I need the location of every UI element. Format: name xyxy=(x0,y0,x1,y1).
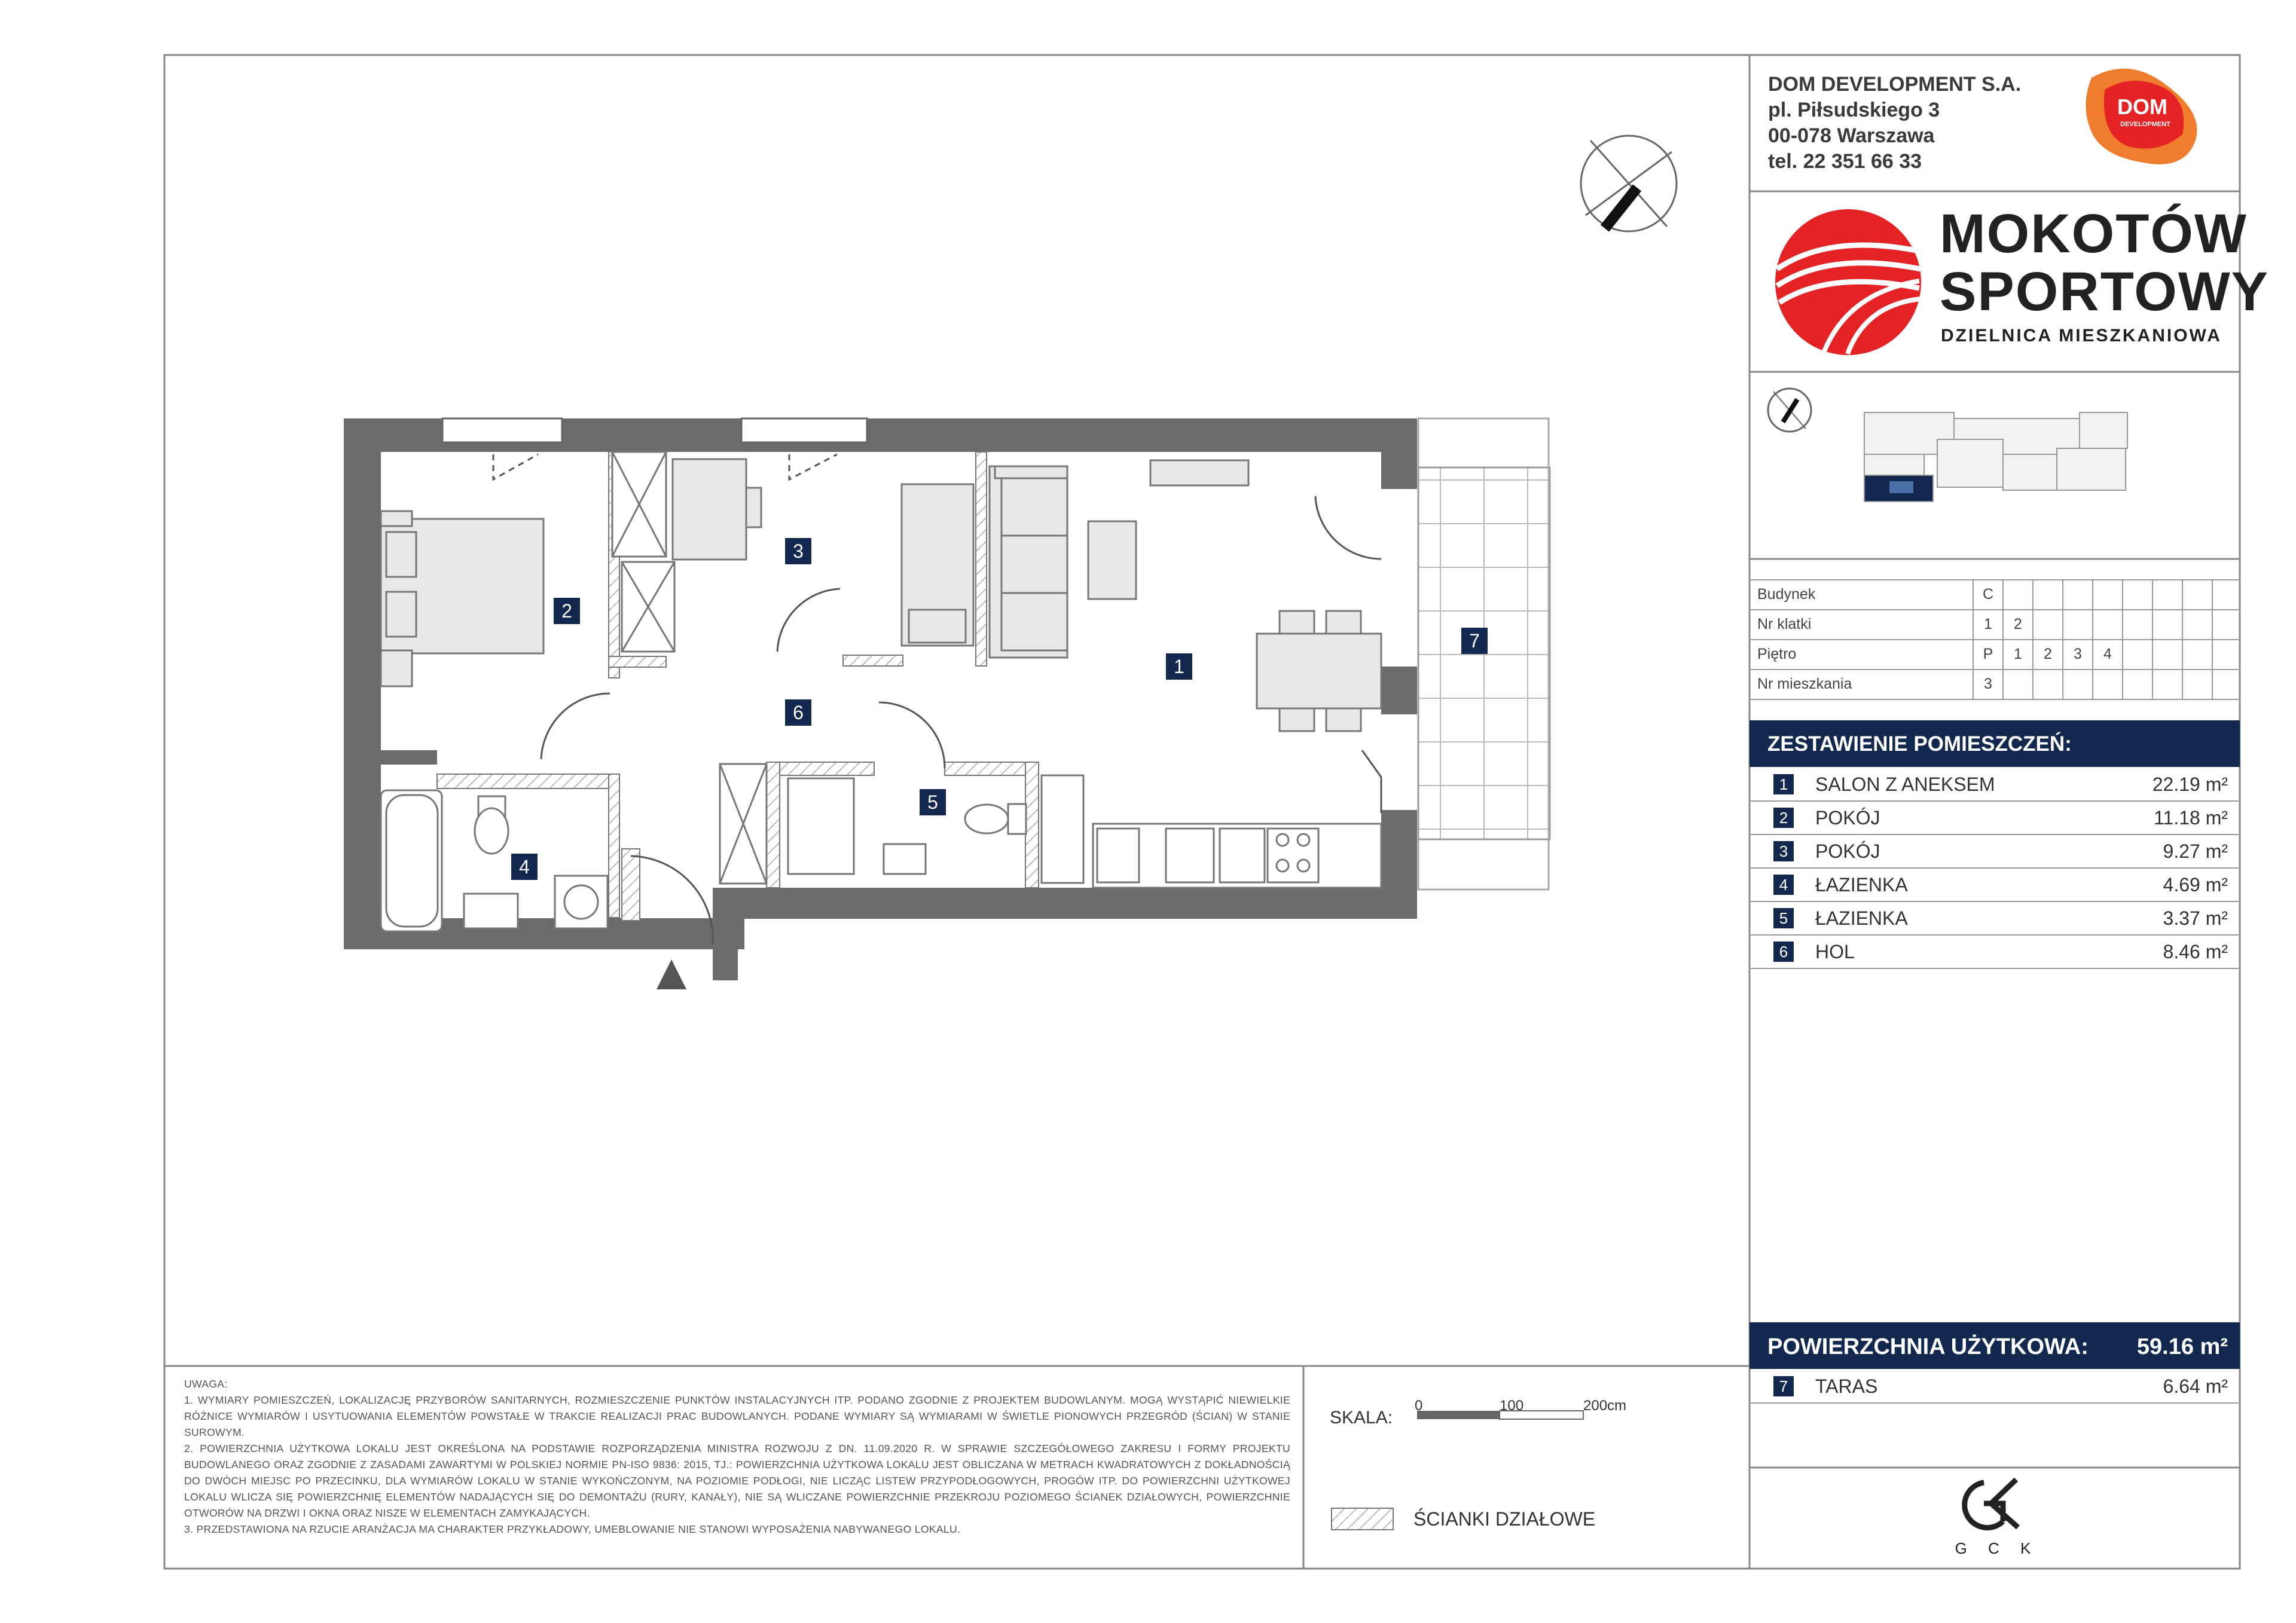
notes-block xyxy=(184,1376,1290,1538)
room-number: 3 xyxy=(1773,841,1794,861)
room-area: 6.64 m² xyxy=(2163,1376,2228,1397)
plan-label-4: 4 xyxy=(519,856,530,878)
scale-tick-100: 100 xyxy=(1500,1398,1524,1414)
room-row xyxy=(1750,867,2239,902)
info-cell: 3 xyxy=(2074,646,2082,662)
room-row xyxy=(1750,767,2239,802)
info-cell: 2 xyxy=(2044,646,2052,662)
legend-partition-label: ŚCIANKI DZIAŁOWE xyxy=(1413,1508,1596,1530)
scale-tick-200: 200cm xyxy=(1583,1398,1627,1414)
usable-area-value: 59.16 m² xyxy=(2136,1334,2228,1359)
note-item: 3. PRZEDSTAWIONA NA RZUCIE ARANŻACJA MA CHARAKTER PRZYKŁADOWY, UMEBLOWANIE NIE STANOWI WYPOSAŻENIA NABYWANEGO LOKALU. xyxy=(184,1523,961,1535)
info-cell: 3 xyxy=(1984,676,1992,692)
room-number: 5 xyxy=(1773,908,1794,928)
terrace-row xyxy=(1750,1369,2239,1404)
project-name-line1: MOKOTÓW xyxy=(1940,203,2248,264)
gck-logo-icon xyxy=(1965,1480,2018,1528)
room-name: ŁAZIENKA xyxy=(1815,874,1908,895)
plan-label-3: 3 xyxy=(793,540,804,562)
info-label-pietro: Piętro xyxy=(1757,646,1797,662)
usable-area-bar xyxy=(1750,1322,2240,1369)
site-plan-miniature xyxy=(1864,412,2127,502)
info-cell: 1 xyxy=(2014,646,2022,662)
info-cell: C xyxy=(1982,586,1994,603)
room-row xyxy=(1750,800,2239,835)
plan-label-6: 6 xyxy=(793,702,804,723)
room-name: ŁAZIENKA xyxy=(1815,907,1908,929)
gck-letters: G C K xyxy=(1955,1539,2039,1557)
room-area: 9.27 m² xyxy=(2163,840,2228,862)
info-cell: 4 xyxy=(2103,646,2112,662)
partition-legend-swatch xyxy=(1332,1508,1393,1530)
room-row xyxy=(1750,834,2239,869)
room-name: POKÓJ xyxy=(1815,840,1880,862)
project-name-line2: SPORTOWY xyxy=(1940,261,2270,322)
note-item: 1. WYMIARY POMIESZCZEŃ, LOKALIZACJĘ PRZYBORÓW SANITARNYCH, ROZMIESZCZENIE PUNKTÓW INSTALACYJNYCH ITP. PODANO ZGODNIE Z PROJEKTEM BUDOWLANYM. MOGĄ WYSTĄPIĆ NIEWIELKIE RÓŻNICE WYMIARÓW I USYTUOWANIA ELEMENTÓW POWSTAŁE W TRAKCIE REALIZACJI PRAC BUDOWLANYCH. PODANE WYMIARY SĄ WYMIARAMI W ŚWIETLE PIONOWYCH PRZEGRÓD (ŚCIAN) W STANIE SUROWYM. xyxy=(184,1394,1290,1438)
scale-tick-0: 0 xyxy=(1415,1398,1423,1414)
company-city: 00-078 Warszawa xyxy=(1768,124,1935,147)
room-name: HOL xyxy=(1815,941,1855,962)
company-phone: tel. 22 351 66 33 xyxy=(1768,150,1922,173)
room-number: 1 xyxy=(1773,774,1794,794)
room-area: 11.18 m² xyxy=(2154,807,2228,829)
info-cell: P xyxy=(1983,646,1993,662)
room-area: 4.69 m² xyxy=(2163,874,2228,895)
info-cell: 2 xyxy=(2014,616,2022,632)
room-row xyxy=(1750,934,2239,969)
note-item: 2. POWIERZCHNIA UŻYTKOWA LOKALU JEST OKREŚLONA NA PODSTAWIE ROZPORZĄDZENIA MINISTRA ROZWOJU Z DN. 11.09.2020 R. W SPRAWIE SZCZEGÓŁOWEGO ZAKRESU I FORMY PROJEKTU BUDOWLANEGO ORAZ ZGODNIE Z ZASADAMI ZAWARTYMI W POLSKIEJ NORMIE PN-ISO 9836: 2015, TJ.: POWIERZCHNIA UŻYTKOWA LOKALU JEST OBLICZANA W METRACH KWADRATOWYCH Z DOKŁADNOŚCIĄ DO DWÓCH MIEJSC PO PRZECINKU, DLA WYMIARÓW LOKALU W STANIE WYKOŃCZONYM, NA POZIOMIE PODŁOGI, NIE LICZĄC LISTEW PRZYPODŁOGOWYCH, PROGÓW ITP. DO POWIERZCHNI UŻYTKOWEJ LOKALU WLICZA SIĘ POWIERZCHNIĘ ELEMENTÓW NADAJĄCYCH SIĘ DO DEMONTAŻU (RURY, KANAŁY), NIE SĄ WLICZANE POWIERZCHNIE PRZEKROJU POZIOMEGO ŚCIANEK DZIAŁOWYCH, POWIERZCHNIE OTWORÓW NA DRZWI I OKNA ORAZ NISZE W ELEMENTACH ZAMYKAJĄCYCH. xyxy=(184,1442,1290,1519)
room-number: 4 xyxy=(1773,875,1794,895)
dom-logo-text: DOM xyxy=(2117,94,2167,119)
room-number: 2 xyxy=(1773,808,1794,828)
room-name: SALON Z ANEKSEM xyxy=(1815,774,1995,795)
room-name: POKÓJ xyxy=(1815,807,1880,829)
entrance-arrow-icon xyxy=(657,959,686,989)
room-area: 22.19 m² xyxy=(2152,774,2228,795)
north-compass-icon xyxy=(1581,136,1677,231)
rooms-header-text: ZESTAWIENIE POMIESZCZEŃ: xyxy=(1767,732,2072,756)
info-label-budynek: Budynek xyxy=(1757,586,1816,603)
room-name: TARAS xyxy=(1815,1376,1878,1397)
company-street: pl. Piłsudskiego 3 xyxy=(1768,99,1940,121)
plan-label-5: 5 xyxy=(927,791,938,813)
room-number: 7 xyxy=(1773,1376,1794,1396)
info-cell: 1 xyxy=(1984,616,1992,632)
dom-logo-sub: DEVELOPMENT xyxy=(2120,121,2170,128)
site-compass-icon xyxy=(1768,389,1811,432)
notes-title: UWAGA: xyxy=(184,1378,228,1390)
rooms-header xyxy=(1750,720,2240,767)
room-area: 8.46 m² xyxy=(2163,941,2228,962)
plan-label-7: 7 xyxy=(1469,630,1480,652)
info-label-klatka: Nr klatki xyxy=(1757,616,1812,632)
usable-area-label: POWIERZCHNIA UŻYTKOWA: xyxy=(1767,1334,2089,1359)
company-address xyxy=(1768,72,2021,175)
scale-label: SKALA: xyxy=(1330,1408,1393,1428)
project-name-line3: DZIELNICA MIESZKANIOWA xyxy=(1941,326,2222,346)
room-number: 6 xyxy=(1773,942,1794,962)
company-name: DOM DEVELOPMENT S.A. xyxy=(1768,73,2022,96)
info-label-mieszkanie: Nr mieszkania xyxy=(1757,676,1852,692)
room-area: 3.37 m² xyxy=(2163,907,2228,929)
plan-label-2: 2 xyxy=(561,600,572,622)
plan-label-1: 1 xyxy=(1174,656,1184,677)
room-row xyxy=(1750,901,2239,936)
mokotow-sportowy-logo-icon xyxy=(1775,209,1921,355)
